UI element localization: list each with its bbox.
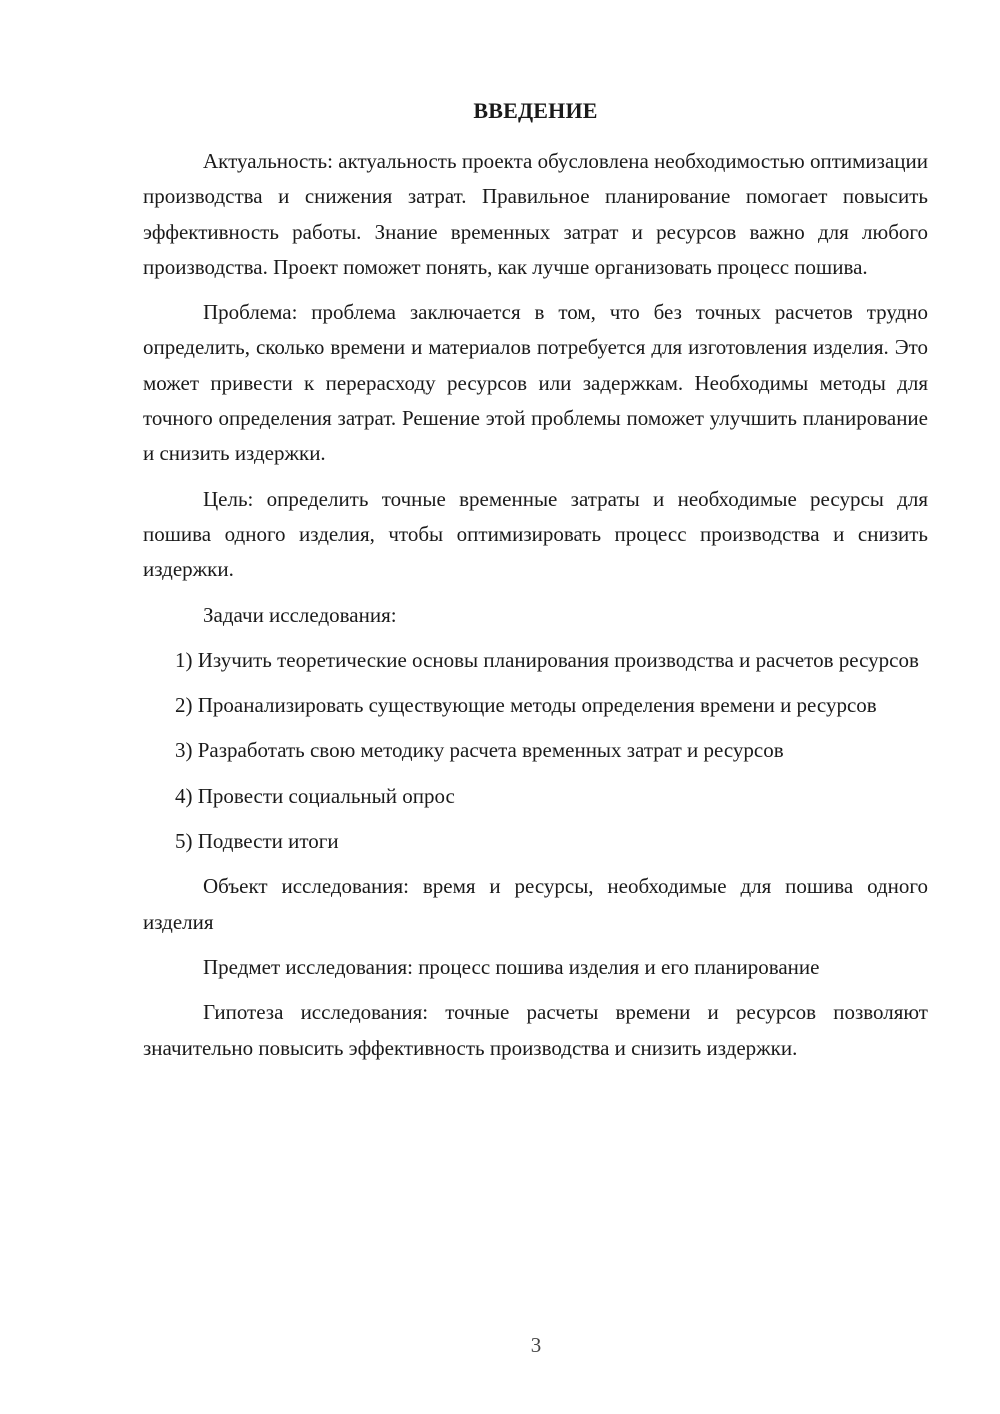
task-item: 3) Разработать свою методику расчета временных затрат и ресурсов bbox=[175, 738, 784, 763]
relevance-paragraph: Актуальность: актуальность проекта обусловлена необходимостью оптимизации производства и снижения затрат. Правильное планирование помогает повысить эффективность работы. Знание временных затрат и ресурсов важно для любого производства. Проект поможет понять, как лучше организовать процесс пошива. bbox=[143, 149, 928, 279]
hypothesis-paragraph: Гипотеза исследования: точные расчеты времени и ресурсов позволяют значительно повысить эффективность производства и снизить издержки. bbox=[143, 1000, 928, 1060]
task-item: 1) Изучить теоретические основы планирования производства и расчетов ресурсов bbox=[175, 647, 919, 672]
page-number: 3 bbox=[530, 1333, 542, 1357]
page-title: ВВЕДЕНИЕ bbox=[473, 98, 598, 123]
goal-paragraph: Цель: определить точные временные затраты и необходимые ресурсы для пошива одного изделия, чтобы оптимизировать процесс производства и снизить издержки. bbox=[143, 486, 928, 582]
object-paragraph: Объект исследования: время и ресурсы, необходимые для пошива одного изделия bbox=[143, 874, 928, 934]
task-item: 4) Провести социальный опрос bbox=[175, 783, 455, 808]
task-item: 2) Проанализировать существующие методы определения времени и ресурсов bbox=[175, 693, 877, 718]
task-item: 5) Подвести итоги bbox=[175, 829, 339, 854]
tasks-intro: Задачи исследования: bbox=[203, 602, 397, 627]
document-page bbox=[143, 96, 928, 1076]
subject-paragraph: Предмет исследования: процесс пошива изделия и его планирование bbox=[203, 954, 820, 979]
problem-paragraph: Проблема: проблема заключается в том, что без точных расчетов трудно определить, сколько времени и материалов потребуется для изготовления изделия. Это может привести к перерасходу ресурсов или задержкам. Необходимы методы для точного определения затрат. Решение этой проблемы поможет улучшить планирование и снизить издержки. bbox=[143, 300, 928, 466]
